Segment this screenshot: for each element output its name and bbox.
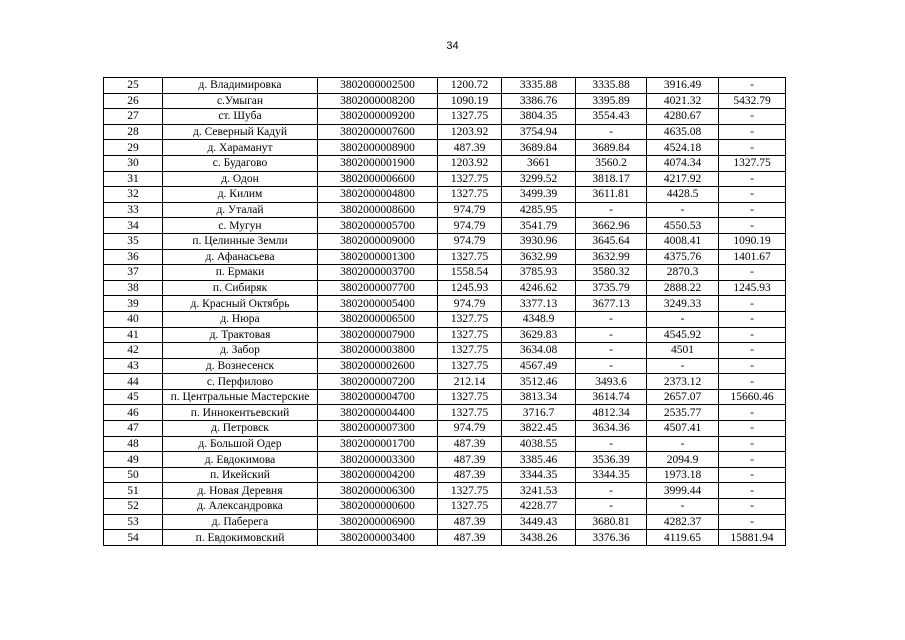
- value-2-cell: 3438.26: [502, 530, 576, 546]
- row-number-cell: 40: [104, 311, 163, 327]
- value-1-cell: 1327.75: [438, 343, 502, 359]
- value-1-cell: 1203.92: [438, 124, 502, 140]
- value-1-cell: 487.39: [438, 436, 502, 452]
- value-1-cell: 1327.75: [438, 187, 502, 203]
- value-3-cell: 3554.43: [576, 109, 647, 125]
- value-5-cell: -: [719, 421, 786, 437]
- row-number-cell: 29: [104, 140, 163, 156]
- value-4-cell: -: [647, 436, 719, 452]
- settlement-name-cell: д. Большой Одер: [163, 436, 318, 452]
- table-row: [104, 265, 786, 281]
- value-3-cell: 3536.39: [576, 452, 647, 468]
- value-4-cell: 4428.5: [647, 187, 719, 203]
- value-2-cell: 3813.34: [502, 389, 576, 405]
- value-3-cell: 3689.84: [576, 140, 647, 156]
- value-5-cell: 1327.75: [719, 155, 786, 171]
- value-5-cell: -: [719, 405, 786, 421]
- table-row: [104, 140, 786, 156]
- value-2-cell: 4038.55: [502, 436, 576, 452]
- value-1-cell: 1327.75: [438, 311, 502, 327]
- row-number-cell: 46: [104, 405, 163, 421]
- value-2-cell: 3386.76: [502, 93, 576, 109]
- oktmo-code-cell: 3802000009000: [318, 233, 438, 249]
- oktmo-code-cell: 3802000003300: [318, 452, 438, 468]
- value-3-cell: 3344.35: [576, 467, 647, 483]
- value-4-cell: -: [647, 358, 719, 374]
- value-4-cell: 3916.49: [647, 78, 719, 94]
- value-1-cell: 1327.75: [438, 327, 502, 343]
- value-3-cell: -: [576, 202, 647, 218]
- value-5-cell: -: [719, 374, 786, 390]
- oktmo-code-cell: 3802000006600: [318, 171, 438, 187]
- settlement-name-cell: д. Александровка: [163, 499, 318, 515]
- value-1-cell: 974.79: [438, 218, 502, 234]
- value-1-cell: 974.79: [438, 421, 502, 437]
- row-number-cell: 28: [104, 124, 163, 140]
- value-2-cell: 3661: [502, 155, 576, 171]
- table-row: [104, 78, 786, 94]
- row-number-cell: 48: [104, 436, 163, 452]
- row-number-cell: 42: [104, 343, 163, 359]
- settlement-name-cell: с.Умыган: [163, 93, 318, 109]
- value-5-cell: 5432.79: [719, 93, 786, 109]
- value-5-cell: -: [719, 327, 786, 343]
- settlement-name-cell: п. Евдокимовский: [163, 530, 318, 546]
- settlement-name-cell: п. Иннокентьевский: [163, 405, 318, 421]
- settlement-name-cell: п. Икейский: [163, 467, 318, 483]
- value-2-cell: 3634.08: [502, 343, 576, 359]
- value-4-cell: 4375.76: [647, 249, 719, 265]
- row-number-cell: 26: [104, 93, 163, 109]
- value-4-cell: 2888.22: [647, 280, 719, 296]
- value-3-cell: 3614.74: [576, 389, 647, 405]
- oktmo-code-cell: 3802000006300: [318, 483, 438, 499]
- value-3-cell: 3395.89: [576, 93, 647, 109]
- value-4-cell: 2094.9: [647, 452, 719, 468]
- row-number-cell: 49: [104, 452, 163, 468]
- value-3-cell: 4812.34: [576, 405, 647, 421]
- value-3-cell: 3376.36: [576, 530, 647, 546]
- value-2-cell: 3632.99: [502, 249, 576, 265]
- value-4-cell: 4280.67: [647, 109, 719, 125]
- row-number-cell: 47: [104, 421, 163, 437]
- value-5-cell: 1090.19: [719, 233, 786, 249]
- row-number-cell: 44: [104, 374, 163, 390]
- table-row: [104, 327, 786, 343]
- row-number-cell: 45: [104, 389, 163, 405]
- settlement-name-cell: п. Сибиряк: [163, 280, 318, 296]
- settlement-name-cell: д. Хараманут: [163, 140, 318, 156]
- row-number-cell: 25: [104, 78, 163, 94]
- settlement-name-cell: д. Красный Октябрь: [163, 296, 318, 312]
- oktmo-code-cell: 3802000006500: [318, 311, 438, 327]
- value-2-cell: 4348.9: [502, 311, 576, 327]
- settlement-name-cell: д. Афанасьева: [163, 249, 318, 265]
- row-number-cell: 53: [104, 514, 163, 530]
- settlement-name-cell: д. Новая Деревня: [163, 483, 318, 499]
- table-row: [104, 233, 786, 249]
- row-number-cell: 31: [104, 171, 163, 187]
- value-1-cell: 1327.75: [438, 249, 502, 265]
- oktmo-code-cell: 3802000008900: [318, 140, 438, 156]
- table-row: [104, 389, 786, 405]
- value-1-cell: 1327.75: [438, 405, 502, 421]
- value-5-cell: -: [719, 124, 786, 140]
- settlement-name-cell: д. Северный Кадуй: [163, 124, 318, 140]
- settlements-table: [103, 77, 786, 546]
- settlement-name-cell: д. Забор: [163, 343, 318, 359]
- value-2-cell: 3804.35: [502, 109, 576, 125]
- value-1-cell: 1327.75: [438, 483, 502, 499]
- value-4-cell: 1973.18: [647, 467, 719, 483]
- value-2-cell: 3754.94: [502, 124, 576, 140]
- settlement-name-cell: д. Паберега: [163, 514, 318, 530]
- value-3-cell: -: [576, 436, 647, 452]
- oktmo-code-cell: 3802000003700: [318, 265, 438, 281]
- row-number-cell: 39: [104, 296, 163, 312]
- value-4-cell: 2870.3: [647, 265, 719, 281]
- value-3-cell: -: [576, 124, 647, 140]
- value-1-cell: 1327.75: [438, 109, 502, 125]
- table-row: [104, 218, 786, 234]
- oktmo-code-cell: 3802000005400: [318, 296, 438, 312]
- table-row: [104, 311, 786, 327]
- value-3-cell: -: [576, 483, 647, 499]
- value-5-cell: -: [719, 499, 786, 515]
- value-2-cell: 3241.53: [502, 483, 576, 499]
- row-number-cell: 37: [104, 265, 163, 281]
- settlement-name-cell: д. Трактовая: [163, 327, 318, 343]
- value-5-cell: -: [719, 452, 786, 468]
- value-1-cell: 974.79: [438, 233, 502, 249]
- value-4-cell: 2373.12: [647, 374, 719, 390]
- settlement-name-cell: д. Уталай: [163, 202, 318, 218]
- value-2-cell: 3335.88: [502, 78, 576, 94]
- settlement-name-cell: п. Целинные Земли: [163, 233, 318, 249]
- row-number-cell: 38: [104, 280, 163, 296]
- value-3-cell: 3662.96: [576, 218, 647, 234]
- value-5-cell: -: [719, 265, 786, 281]
- value-2-cell: 3930.96: [502, 233, 576, 249]
- value-2-cell: 3449.43: [502, 514, 576, 530]
- value-3-cell: 3677.13: [576, 296, 647, 312]
- row-number-cell: 35: [104, 233, 163, 249]
- settlement-name-cell: с. Будагово: [163, 155, 318, 171]
- row-number-cell: 32: [104, 187, 163, 203]
- settlement-name-cell: д. Килим: [163, 187, 318, 203]
- value-1-cell: 1203.92: [438, 155, 502, 171]
- value-3-cell: -: [576, 327, 647, 343]
- row-number-cell: 34: [104, 218, 163, 234]
- value-4-cell: 4524.18: [647, 140, 719, 156]
- value-5-cell: -: [719, 514, 786, 530]
- table-row: [104, 249, 786, 265]
- table-row: [104, 499, 786, 515]
- value-5-cell: -: [719, 467, 786, 483]
- settlement-name-cell: д. Евдокимова: [163, 452, 318, 468]
- row-number-cell: 27: [104, 109, 163, 125]
- value-3-cell: 3560.2: [576, 155, 647, 171]
- table-row: [104, 124, 786, 140]
- value-4-cell: 4217.92: [647, 171, 719, 187]
- value-1-cell: 1558.54: [438, 265, 502, 281]
- value-2-cell: 3785.93: [502, 265, 576, 281]
- row-number-cell: 51: [104, 483, 163, 499]
- value-2-cell: 4246.62: [502, 280, 576, 296]
- value-4-cell: 3249.33: [647, 296, 719, 312]
- oktmo-code-cell: 3802000007300: [318, 421, 438, 437]
- value-2-cell: 3377.13: [502, 296, 576, 312]
- table-row: [104, 155, 786, 171]
- value-5-cell: -: [719, 202, 786, 218]
- value-3-cell: 3611.81: [576, 187, 647, 203]
- table-row: [104, 452, 786, 468]
- oktmo-code-cell: 3802000000600: [318, 499, 438, 515]
- value-1-cell: 487.39: [438, 452, 502, 468]
- oktmo-code-cell: 3802000008200: [318, 93, 438, 109]
- value-5-cell: 1245.93: [719, 280, 786, 296]
- value-5-cell: -: [719, 483, 786, 499]
- value-3-cell: 3645.64: [576, 233, 647, 249]
- value-4-cell: -: [647, 499, 719, 515]
- oktmo-code-cell: 3802000006900: [318, 514, 438, 530]
- value-4-cell: 4008.41: [647, 233, 719, 249]
- value-3-cell: 3818.17: [576, 171, 647, 187]
- value-4-cell: 4501: [647, 343, 719, 359]
- oktmo-code-cell: 3802000007900: [318, 327, 438, 343]
- value-1-cell: 1200.72: [438, 78, 502, 94]
- table-row: [104, 405, 786, 421]
- value-4-cell: -: [647, 202, 719, 218]
- value-1-cell: 487.39: [438, 467, 502, 483]
- table-row: [104, 514, 786, 530]
- value-5-cell: -: [719, 140, 786, 156]
- value-1-cell: 1327.75: [438, 389, 502, 405]
- table-row: [104, 109, 786, 125]
- value-2-cell: 3822.45: [502, 421, 576, 437]
- table-row: [104, 530, 786, 546]
- oktmo-code-cell: 3802000002500: [318, 78, 438, 94]
- value-3-cell: 3580.32: [576, 265, 647, 281]
- table-row: [104, 202, 786, 218]
- oktmo-code-cell: 3802000008600: [318, 202, 438, 218]
- value-5-cell: -: [719, 311, 786, 327]
- oktmo-code-cell: 3802000004700: [318, 389, 438, 405]
- oktmo-code-cell: 3802000002600: [318, 358, 438, 374]
- value-5-cell: -: [719, 343, 786, 359]
- value-1-cell: 1327.75: [438, 499, 502, 515]
- settlement-name-cell: ст. Шуба: [163, 109, 318, 125]
- settlement-name-cell: п. Ермаки: [163, 265, 318, 281]
- value-5-cell: -: [719, 296, 786, 312]
- table-row: [104, 296, 786, 312]
- value-2-cell: 4228.77: [502, 499, 576, 515]
- value-5-cell: -: [719, 171, 786, 187]
- value-5-cell: -: [719, 78, 786, 94]
- value-5-cell: -: [719, 109, 786, 125]
- value-1-cell: 1327.75: [438, 358, 502, 374]
- value-1-cell: 1090.19: [438, 93, 502, 109]
- value-2-cell: 3499.39: [502, 187, 576, 203]
- table-row: [104, 187, 786, 203]
- settlement-name-cell: с. Перфилово: [163, 374, 318, 390]
- value-4-cell: 4635.08: [647, 124, 719, 140]
- value-4-cell: 2535.77: [647, 405, 719, 421]
- value-3-cell: 3680.81: [576, 514, 647, 530]
- row-number-cell: 50: [104, 467, 163, 483]
- row-number-cell: 52: [104, 499, 163, 515]
- table-row: [104, 436, 786, 452]
- oktmo-code-cell: 3802000003800: [318, 343, 438, 359]
- value-2-cell: 3629.83: [502, 327, 576, 343]
- settlement-name-cell: с. Мугун: [163, 218, 318, 234]
- value-3-cell: -: [576, 311, 647, 327]
- value-5-cell: -: [719, 436, 786, 452]
- value-2-cell: 3299.52: [502, 171, 576, 187]
- value-3-cell: -: [576, 499, 647, 515]
- value-4-cell: 2657.07: [647, 389, 719, 405]
- oktmo-code-cell: 3802000001300: [318, 249, 438, 265]
- value-2-cell: 3385.46: [502, 452, 576, 468]
- value-1-cell: 487.39: [438, 530, 502, 546]
- oktmo-code-cell: 3802000004400: [318, 405, 438, 421]
- value-2-cell: 3716.7: [502, 405, 576, 421]
- oktmo-code-cell: 3802000009200: [318, 109, 438, 125]
- value-1-cell: 974.79: [438, 296, 502, 312]
- value-1-cell: 487.39: [438, 514, 502, 530]
- value-4-cell: 4282.37: [647, 514, 719, 530]
- value-4-cell: 3999.44: [647, 483, 719, 499]
- value-4-cell: 4545.92: [647, 327, 719, 343]
- page-number: 34: [446, 40, 459, 52]
- table-row: [104, 421, 786, 437]
- value-5-cell: 15881.94: [719, 530, 786, 546]
- value-2-cell: 3512.46: [502, 374, 576, 390]
- row-number-cell: 54: [104, 530, 163, 546]
- settlement-name-cell: д. Одон: [163, 171, 318, 187]
- table-row: [104, 358, 786, 374]
- value-3-cell: 3493.6: [576, 374, 647, 390]
- row-number-cell: 36: [104, 249, 163, 265]
- settlement-name-cell: д. Петровск: [163, 421, 318, 437]
- value-3-cell: 3735.79: [576, 280, 647, 296]
- value-3-cell: -: [576, 343, 647, 359]
- row-number-cell: 33: [104, 202, 163, 218]
- table-row: [104, 280, 786, 296]
- table-row: [104, 171, 786, 187]
- settlement-name-cell: д. Владимировка: [163, 78, 318, 94]
- value-4-cell: -: [647, 311, 719, 327]
- oktmo-code-cell: 3802000007700: [318, 280, 438, 296]
- value-3-cell: 3634.36: [576, 421, 647, 437]
- settlement-name-cell: п. Центральные Мастерские: [163, 389, 318, 405]
- table-row: [104, 467, 786, 483]
- value-4-cell: 4507.41: [647, 421, 719, 437]
- table-body: [104, 78, 786, 546]
- value-1-cell: 212.14: [438, 374, 502, 390]
- row-number-cell: 30: [104, 155, 163, 171]
- value-2-cell: 4285.95: [502, 202, 576, 218]
- value-5-cell: 1401.67: [719, 249, 786, 265]
- table-row: [104, 93, 786, 109]
- value-2-cell: 3344.35: [502, 467, 576, 483]
- table-row: [104, 343, 786, 359]
- value-3-cell: 3335.88: [576, 78, 647, 94]
- value-5-cell: 15660.46: [719, 389, 786, 405]
- value-2-cell: 3689.84: [502, 140, 576, 156]
- value-5-cell: -: [719, 187, 786, 203]
- oktmo-code-cell: 3802000005700: [318, 218, 438, 234]
- value-4-cell: 4021.32: [647, 93, 719, 109]
- settlement-name-cell: д. Нюра: [163, 311, 318, 327]
- table-row: [104, 374, 786, 390]
- row-number-cell: 43: [104, 358, 163, 374]
- value-3-cell: -: [576, 358, 647, 374]
- value-5-cell: -: [719, 358, 786, 374]
- value-5-cell: -: [719, 218, 786, 234]
- oktmo-code-cell: 3802000007200: [318, 374, 438, 390]
- value-1-cell: 1245.93: [438, 280, 502, 296]
- oktmo-code-cell: 3802000004200: [318, 467, 438, 483]
- value-1-cell: 974.79: [438, 202, 502, 218]
- value-1-cell: 487.39: [438, 140, 502, 156]
- table-row: [104, 483, 786, 499]
- value-3-cell: 3632.99: [576, 249, 647, 265]
- oktmo-code-cell: 3802000003400: [318, 530, 438, 546]
- value-4-cell: 4119.65: [647, 530, 719, 546]
- oktmo-code-cell: 3802000001700: [318, 436, 438, 452]
- settlement-name-cell: д. Вознесенск: [163, 358, 318, 374]
- oktmo-code-cell: 3802000004800: [318, 187, 438, 203]
- oktmo-code-cell: 3802000007600: [318, 124, 438, 140]
- value-4-cell: 4550.53: [647, 218, 719, 234]
- oktmo-code-cell: 3802000001900: [318, 155, 438, 171]
- row-number-cell: 41: [104, 327, 163, 343]
- value-2-cell: 4567.49: [502, 358, 576, 374]
- value-2-cell: 3541.79: [502, 218, 576, 234]
- value-4-cell: 4074.34: [647, 155, 719, 171]
- value-1-cell: 1327.75: [438, 171, 502, 187]
